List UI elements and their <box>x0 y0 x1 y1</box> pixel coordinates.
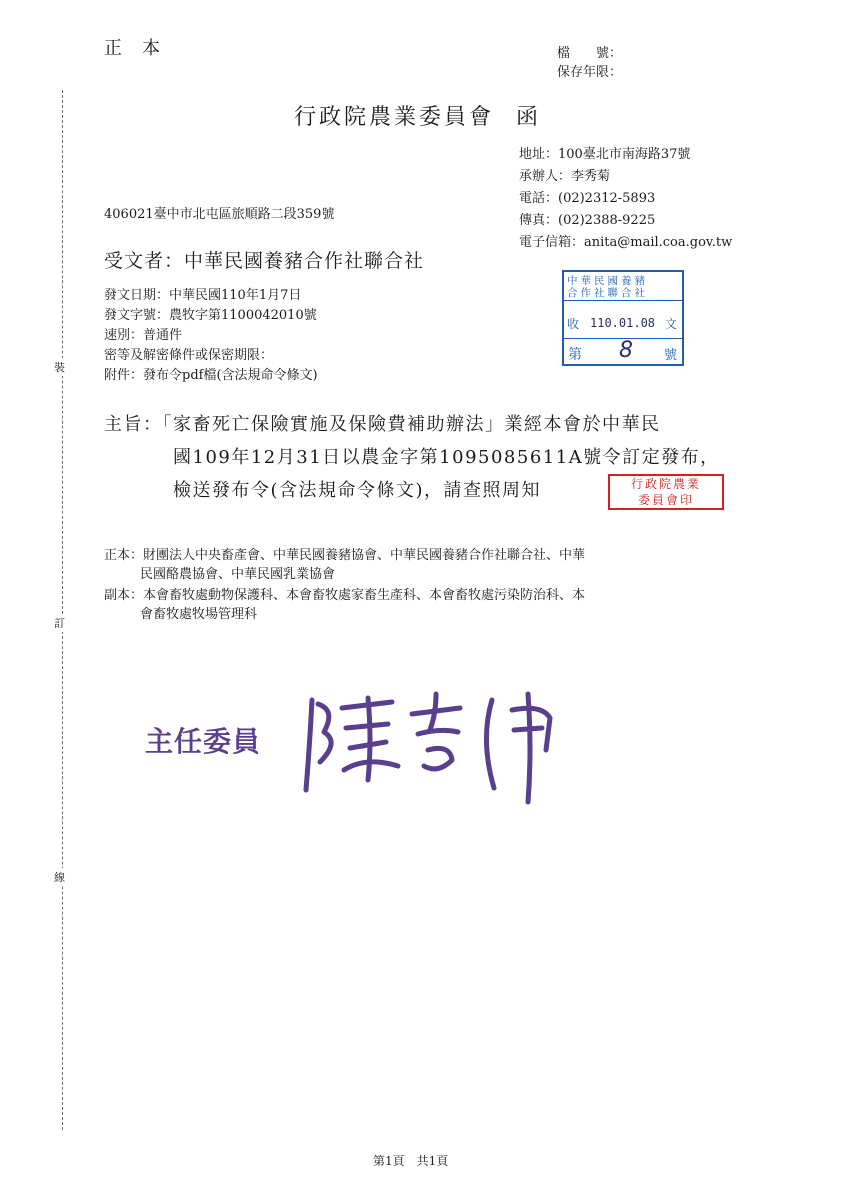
original-recipients-cont: 民國酪農協會、中華民國乳業協會 <box>140 567 336 582</box>
fax: 傳真：(02)2388-9225 <box>519 213 656 228</box>
subject-line: 國109年12月31日以農金字第1095085611A號令訂定發布， <box>173 447 720 468</box>
subject-line: 主旨：「家畜死亡保險實施及保險費補助辦法」業經本會於中華民 <box>104 414 661 435</box>
retention-label: 保存年限： <box>557 65 623 80</box>
stamp-label-received: 收 <box>567 317 580 331</box>
recipient-name: 受文者：中華民國養豬合作社聯合社 <box>104 250 425 272</box>
stamp-label-hao: 號 <box>663 348 677 363</box>
page-number: 第1頁 共1頁 <box>373 1154 449 1168</box>
stamp-org <box>567 275 679 299</box>
copy-recipients: 副本：本會畜牧處動物保護科、本會畜牧處家畜生產科、本會畜牧處污染防治科、本 <box>104 588 586 603</box>
official-seal <box>608 474 724 510</box>
contact-block <box>519 144 732 254</box>
doc-type: 函 <box>516 105 542 130</box>
attachment: 附件：發布令pdf檔(含法規命令條文) <box>104 368 318 383</box>
document-number: 發文字號：農牧字第1100042010號 <box>104 308 317 323</box>
page-title <box>294 100 541 131</box>
secrecy-level: 密等及解密條件或保密期限： <box>104 348 274 363</box>
binding-mark: 線 <box>54 868 65 886</box>
stamp-label-number: 第 <box>568 347 582 363</box>
document-info <box>104 286 318 386</box>
file-number-label: 檔 號： <box>557 46 623 61</box>
stamp-handwritten-number: 8 <box>619 338 633 363</box>
binding-dashed-line <box>62 90 63 1130</box>
file-meta <box>557 44 622 82</box>
speed-class: 速別：普通件 <box>104 328 183 343</box>
stamp-label-doc: 文 <box>664 317 677 331</box>
issue-date: 發文日期：中華民國110年1月7日 <box>104 288 302 303</box>
stamp-org-line: 中華民國養豬 <box>567 275 648 287</box>
original-recipients: 正本：財團法人中央畜產會、中華民國養豬協會、中華民國養豬合作社聯合社、中華 <box>104 548 586 563</box>
issuer-name: 行政院農業委員會 <box>294 105 495 130</box>
stamp-divider <box>564 300 682 301</box>
seal-text: 行政院農業 <box>630 477 701 491</box>
binding-mark: 訂 <box>54 614 65 632</box>
phone: 電話：(02)2312-5893 <box>519 191 656 206</box>
copy-mark: 正本 <box>104 38 180 59</box>
receipt-stamp <box>562 270 684 366</box>
copy-recipients-cont: 會畜牧處牧場管理科 <box>140 607 258 622</box>
email: 電子信箱：anita@mail.coa.gov.tw <box>519 235 733 250</box>
stamp-org-line: 合作社聯合社 <box>567 287 648 299</box>
signatory-title: 主任委員 <box>145 725 262 758</box>
seal-text: 委員會印 <box>637 493 694 507</box>
subject-line: 檢送發布令(含法規命令條文)，請查照周知 <box>173 480 542 501</box>
stamp-date: 110.01.08 <box>590 316 656 330</box>
binding-mark: 裝 <box>54 358 65 376</box>
handler: 承辦人：李秀菊 <box>519 169 611 184</box>
issuer-address: 地址：100臺北市南海路37號 <box>519 147 691 162</box>
recipient-address: 406021臺中市北屯區旅順路二段359號 <box>104 207 335 222</box>
